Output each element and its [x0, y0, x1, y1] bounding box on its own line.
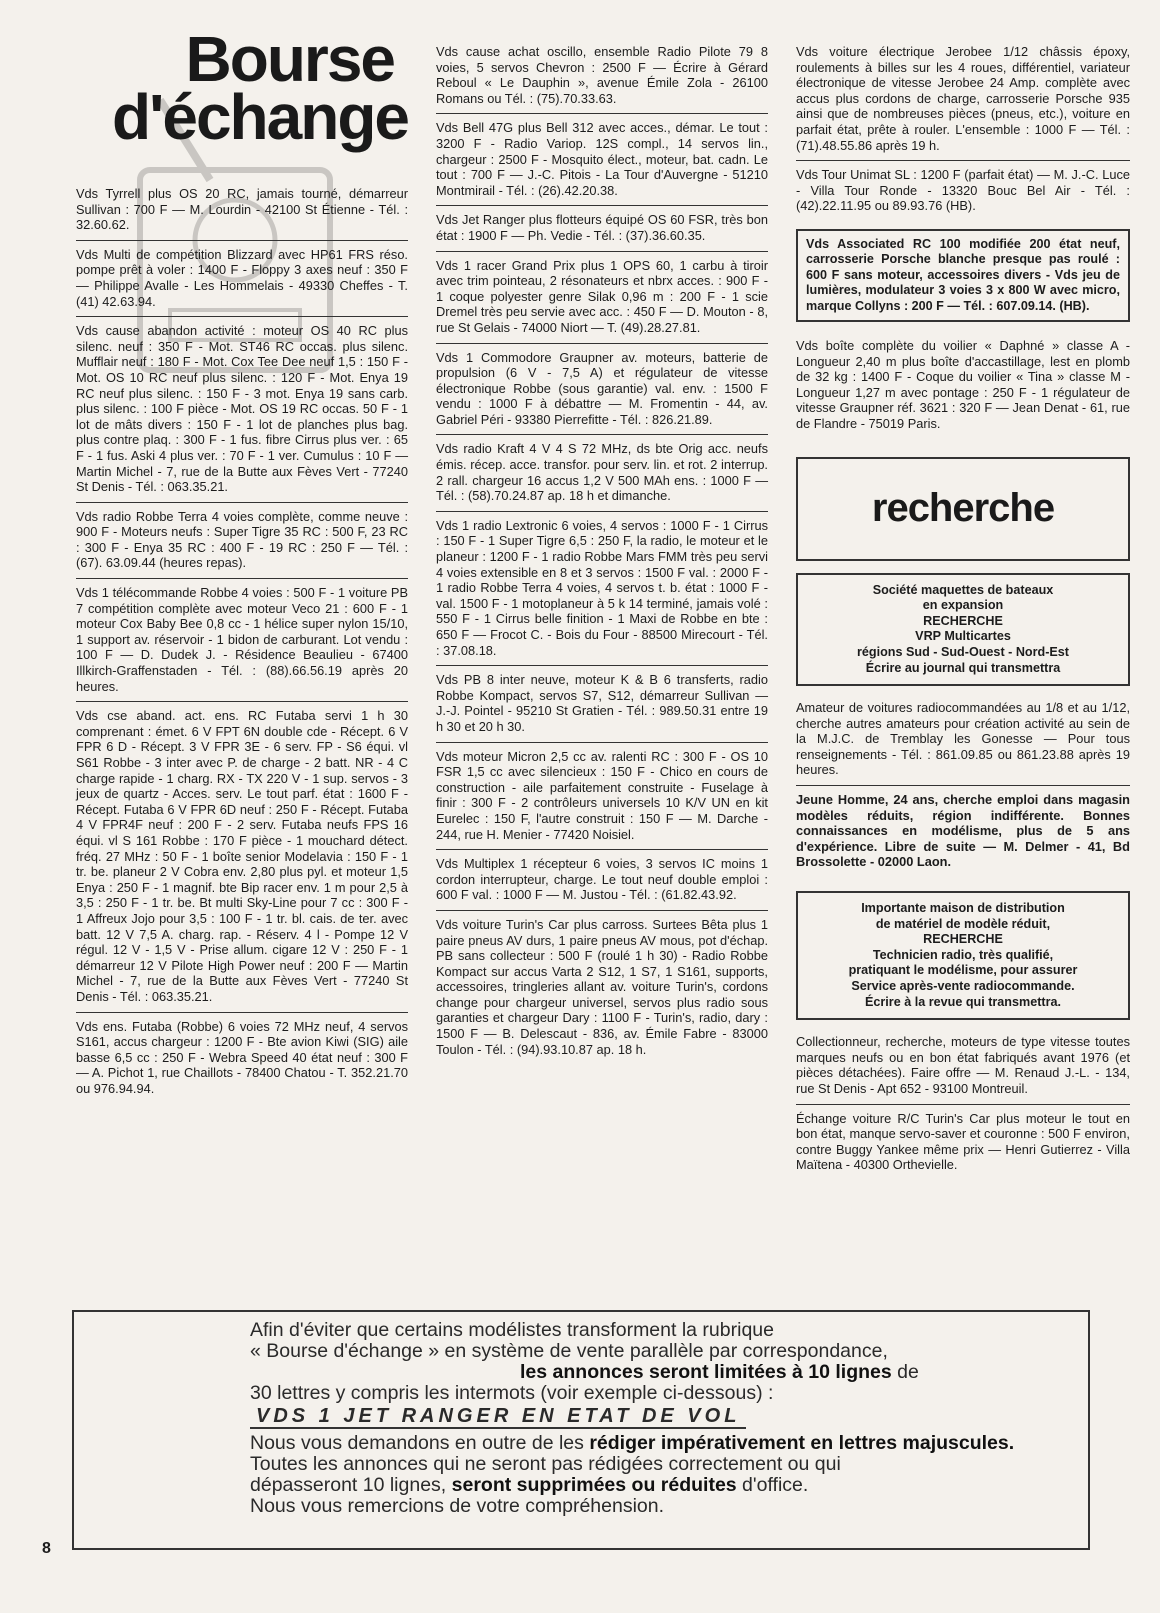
classified-ad: Vds 1 radio Lextronic 6 voies, 4 servos : 1000 F - 1 Cirrus : 150 F - 1 Super Tigre 6,5 : 250 F, la radio, le moteur et le planeur : 1200 F - 1 radio Robbe Mars FMM très peu servi 4 voies extensible en 8 et 3 servos : 1500 F val. : 2000 F - 1 radio Robbe Terra 4 voies, 4 servos t. b. état : 1000 F - val. 1500 F - 1 motoplaneur à 5 k 14 terminé, jamais volé : 550 F - 1 Cirrus belle finition - 1 Maxi de Robbe en bte : 650 F — Frocot C. - Bois du Four - 88500 Mirecourt - Tél. : 37.08.18. — [436, 512, 768, 666]
notice-text: d'office. — [736, 1474, 809, 1496]
box-line: régions Sud - Sud-Ouest - Nord-Est — [857, 644, 1069, 659]
notice-line: Nous vous remercions de votre compréhension. — [250, 1495, 665, 1517]
classified-ad: Vds voiture Turin's Car plus carross. Surtees Bêta plus 1 paire pneus AV durs, 1 paire pneus AV mous, pot d'échap. PB sans collecteur : 500 F (roulé 1 h 30) - Radio Robbe Kompact sur accus Varta 2 S12, 1 S7, 1 S161, supports, accessoires, tringleries allant av. voiture Turin's, cordons change pour chargeur universel, servos plus radio sous garanties et chargeur Dary : 1100 F - Turin's, radio, dary : 1500 F — B. Delescaut - 836, av. Émile Fabre - 83000 Toulon - Tél. : (94).93.10.87 ap. 18 h. — [436, 916, 768, 1057]
title-line-2: d'échange — [112, 81, 408, 153]
classified-ad: Vds cause achat oscillo, ensemble Radio Pilote 79 8 voies, 5 servos Chevron : 2500 F — Écrire à Gérard Reboul « Le Dauphin », avenue Émile Zola - 26100 Romans ou Tél. : (75).70.33.63. — [436, 38, 768, 114]
notice-text: Nous vous demandons en outre de les — [250, 1432, 590, 1454]
notice-line — [250, 1433, 1088, 1454]
recherche-heading: recherche — [871, 486, 1055, 531]
page-title — [76, 23, 408, 180]
classified-ad: Vds Jet Ranger plus flotteurs équipé OS 60 FSR, très bon état : 1900 F — Ph. Vedie - Tél. : (37).36.60.35. — [436, 206, 768, 251]
notice-line — [250, 1362, 1088, 1383]
classified-ad: Vds 1 télécommande Robbe 4 voies : 500 F - 1 voiture PB 7 compétition complète avec moteur Veco 21 : 600 F - 1 moteur Cox Baby Bee 0,8 cc - 1 hélice super nylon 15/10, 1 support av. réservoir - 1 bidon de carburant. Lot vendu : 100 F — D. Dudek J. - Résidence Beaulieu - 67400 Illkirch-Graffenstaden - Tél. : (88).66.56.19 après 20 heures. — [76, 579, 408, 702]
example-ad-line: VDS 1 JET RANGER EN ETAT DE VOL — [250, 1406, 746, 1429]
classified-ad: Vds radio Kraft 4 V 4 S 72 MHz, ds bte Orig acc. neufs émis. récep. acce. transfor. pour serv. lin. et rot. 2 interrup. 2 rall. chargeur 16 accus 1,2 V 500 MAh ens. : 1000 F — Tél. : (58).70.24.87 ap. 18 h et dimanche. — [436, 435, 768, 511]
column-left — [76, 23, 408, 1103]
box-line: RECHERCHE — [923, 932, 1003, 947]
classified-ad: Jeune Homme, 24 ans, cherche emploi dans magasin modèles réduits, région indifférente. Bonnes connaissances en modélisme, plus de 5 ans d'expérience. Libre de suite — M. Delmer - 41, Bd Brossolette - 02000 Laon. — [796, 792, 1130, 870]
classified-ad: Amateur de voitures radiocommandées au 1/8 et au 1/12, cherche autres amateurs pour création activité au sein de la M.J.C. de Tremblay les Gonesse — Pour tous renseignements - Tél. : 861.09.85 ou 861.23.88 après 19 heures. — [796, 694, 1130, 786]
classified-ad: Collectionneur, recherche, moteurs de type vitesse toutes marques neufs ou en bon état fabriqués avant 1976 (et pièces détachées). Faire offre — M. Renaud J.-L. - 134, rue St Denis - Apt 652 - 93100 Montreuil. — [796, 1028, 1130, 1104]
classified-ad: Vds Multi de compétition Blizzard avec HP61 FRS réso. pompe prêt à voler : 1400 F - Floppy 3 axes neuf : 350 F — Philippe Avalle - Les Hommelais - 49330 Cheffes - T. (41) 42.63.94. — [76, 241, 408, 317]
box-line: pratiquant le modélisme, pour assurer — [848, 963, 1078, 978]
notice-text: dépasseront 10 lignes, — [250, 1474, 452, 1496]
notice-line: Afin d'éviter que certains modélistes transforment la rubrique — [250, 1319, 774, 1341]
notice-line: 30 lettres y compris les intermots (voir exemple ci-dessous) : — [250, 1382, 774, 1404]
notice-line — [250, 1475, 1088, 1496]
column-middle — [436, 38, 768, 1064]
box-line: VRP Multicartes — [915, 629, 1011, 644]
notice-line: « Bourse d'échange » en système de vente parallèle par correspondance, — [250, 1340, 888, 1362]
recherche-section-header — [796, 457, 1130, 561]
classified-ad: Vds Bell 47G plus Bell 312 avec acces., démar. Le tout : 3200 F - Radio Variop. 12S compl., 14 servos lin., chargeur : 2500 F - Mosquito élect., moteur, bat. cadn. Le tout : 700 F — J.-C. Pitois - La Tour d'Auvergne - 51210 Montmirail - Tél. : (26).42.20.38. — [436, 114, 768, 206]
classified-ad: Vds 1 racer Grand Prix plus 1 OPS 60, 1 carbu à tiroir avec trim pointeau, 2 résonateurs et nbrx acces. : 900 F - 1 coque polyester genre Silak 0,96 m : 200 F - 1 scie Dremel très peu servie avec acc. : 450 F — D. Mouton - 8, rue St Gelais - 74000 Niort — T. (49).28.27.81. — [436, 252, 768, 344]
boxed-classified-ad: Vds Associated RC 100 modifiée 200 état neuf, carrosserie Porsche blanche presque pas roulé : 600 F sans moteur, accessoires divers - Vds jeu de lumières, modulateur 3 voies 3 x 800 W avec micro, marque Collyns : 200 F — Tél. : 607.09.14. (HB). — [796, 229, 1130, 322]
box-line: Technicien radio, très qualifié, — [872, 947, 1054, 962]
notice-line: Toutes les annonces qui ne seront pas rédigées correctement ou qui — [250, 1453, 841, 1475]
notice-emphasis: rédiger impérativement en lettres majuscules. — [589, 1432, 1015, 1454]
classified-ad: Vds Tour Unimat SL : 1200 F (parfait état) — M. J.-C. Luce - Villa Tour Ronde - 13320 Bouc Bel Air - Tél. : (42).22.11.95 ou 89.93.76 (HB). — [796, 167, 1130, 214]
classified-ad: Vds PB 8 inter neuve, moteur K & B 6 transferts, radio Robbe Kompact, servos S7, S12, démarreur Sullivan — J.-J. Pointel - 95210 St Gratien - Tél. : 989.50.31 entre 19 h 30 et 20 h 30. — [436, 666, 768, 742]
box-line: de matériel de modèle réduit, — [875, 916, 1051, 931]
box-line: en expansion — [922, 598, 1004, 613]
classified-ad: Vds moteur Micron 2,5 cc av. ralenti RC : 300 F - OS 10 FSR 1,5 cc avec silencieux : 150 F - Chico en cours de construction - aile parfaitement construite - Fuselage à finir : 300 F - 2 contrôleurs universels 10 K/V UN en kit Eurelec : 150 F, l'autre construit : 150 F — M. Darche - 244, rue H. Menier - 77420 Noisiel. — [436, 743, 768, 851]
classified-ad: Vds 1 Commodore Graupner av. moteurs, batterie de propulsion (6 V - 7,5 A) et régulateur de vitesse électronique Robbe (sous garantie) val. env. : 1500 F vendu : 1000 F à débattre — M. Fromentin - 44, av. Gabriel Péri - 93380 Pierrefitte - Tél. : 826.21.89. — [436, 344, 768, 436]
classified-ad: Vds cse aband. act. ens. RC Futaba servi 1 h 30 comprenant : émet. 6 V FPT 6N double cde - Récept. 6 V FPR 6 D - Récept. 3 V FPR 3E - 6 serv. FP - S6 équi. vl S61 Robbe - 3 inter avec P. de charge - 2 batt. NR - 4 C charge rapide - 1 charg. RX - TX 220 V - 1 sup. servos - 3 jeux de quartz - Acces. serv. Le tout parf. état : 1600 F - Récept. Futaba 6 V FPR 6D neuf : 250 F - Récept. Futaba 4 V FPR4F neuf : 200 F - 2 serv. Futaba neufs FPS 16 équi. vl S 161 Robbe : 170 F pièce - 1 mouchard détect. fréq. 27 MHz : 50 F - 1 boîte senior Modelavia : 150 F - 1 tr. be. planeur 2 V Cobra env. 2,80 plus pyl. et moteur 1,5 Enya : 250 F - 1 magnif. bte Bip racer env. 1 m pour 2,5 à 3,5 : 250 F - 1 tr. be. Bt multi Sky-Line pour 7 cc : 300 F - 1 Affreux Jojo pour 3,5 : 100 F - 1 tr. bl. cais. de ter. avec batt. 12 V 7,5 A. charg. rap. - Réserv. 4 l - Pompe 12 V régul. 12 V - 1,5 V - Prise allum. cigare 12 V : 250 F - 1 démarreur 12 V Pilote High Power neuf : 200 F — Martin Michel - 7, rue de la Butte aux Fèves Vert - 77240 St Denis - Tél. : 063.35.21. — [76, 702, 408, 1012]
notice-emphasis: les annonces seront limitées à 10 lignes — [520, 1361, 892, 1383]
notice-text: de — [891, 1361, 919, 1383]
classified-ad: Vds ens. Futaba (Robbe) 6 voies 72 MHz neuf, 4 servos S161, accus chargeur : 1200 F - Bte avion Kiwi (SIG) aile basse 6,5 cc : 250 F - Webra Speed 40 état neuf : 300 F — A. Pichot 1, rue Chaillots - 78400 Chatou - T. 352.21.70 ou 976.94.94. — [76, 1018, 408, 1096]
job-offer-box — [796, 573, 1130, 687]
box-line: Société maquettes de bateaux — [872, 582, 1054, 597]
notice-emphasis: seront supprimées ou réduites — [451, 1474, 737, 1496]
box-line: Importante maison de distribution — [861, 901, 1065, 916]
box-line: Service après-vente radiocommande. — [851, 979, 1075, 993]
column-right — [796, 38, 1130, 1180]
classified-ad: Vds radio Robbe Terra 4 voies complète, comme neuve : 900 F - Moteurs neufs : Super Tigre 35 RC : 500 F, 23 RC : 300 F - Enya 35 RC : 400 F - 19 RC : 250 F — Tél. : (67). 63.09.44 (heures repas). — [76, 503, 408, 579]
box-line: Écrire au journal qui transmettra — [865, 660, 1061, 675]
classified-ad: Vds Multiplex 1 récepteur 6 voies, 3 servos IC moins 1 cordon interrupteur, charge. Le tout neuf double emploi : 600 F val. : 1000 F — M. Justou - Tél. : (61.82.43.92. — [436, 850, 768, 911]
classified-ad: Vds voiture électrique Jerobee 1/12 châssis époxy, roulements à billes sur les 4 roues, différentiel, variateur électronique de vitesse Jerobee 24 Amp. complète avec accus plus cordons de charge, carrosserie Porsche 935 ainsi que de nombreuses pièces (pneus, etc.), voiture en parfait état, prête à rouler. L'ensemble : 1000 F — Tél. : (71).48.55.86 après 19 h. — [796, 38, 1130, 161]
classified-ad: Vds boîte complète du voilier « Daphné » classe A - Longueur 2,40 m plus boîte d'accastillage, lest en plomb de 32 kg : 1400 F - Coque du voilier « Tina » classe M - Longueur 1,27 m avec pontage : 250 F - 1 régulateur de vitesse Graupner réf. 3621 : 320 F — Jean Denat - 61, rue de Flandre - 75019 Paris. — [796, 337, 1130, 431]
title-line-1: Bourse — [185, 23, 394, 95]
box-line: RECHERCHE — [923, 613, 1003, 628]
editorial-notice-box — [72, 1310, 1090, 1550]
job-offer-box — [796, 891, 1130, 1020]
box-line: Écrire à la revue qui transmettra. — [865, 994, 1061, 1009]
classified-ad: Vds Tyrrell plus OS 20 RC, jamais tourné, démarreur Sullivan : 700 F — M. Lourdin - 42100 St Étienne - Tél. : 32.60.62. — [76, 180, 408, 241]
page-number: 8 — [42, 1540, 51, 1557]
classified-ad: Vds cause abandon activité : moteur OS 40 RC plus silenc. neuf : 350 F - Mot. ST46 RC occas. plus silenc. Mufflair neuf : 180 F - Mot. Cox Tee Dee neuf 1,5 : 150 F - Mot. OS 10 RC neuf plus silenc. : 120 F - Mot. Enya 19 RC neuf plus silenc. : 150 F - 3 mot. Enya 19 sans carb. plus silenc. : 100 F pièce - Mot. OS 19 RC occas. 50 F - 1 lot de mâts divers : 150 F - 1 lot de planches plus bag. plus contre plaq. : 300 F - 1 fus. fibre Cirrus plus ver. : 65 F - 1 fus. Aski 4 plus ver. : 70 F - 1 ver. Cumulus : 10 F — Martin Michel - 7, rue de la Butte aux Fèves Vert - 77240 St Denis - Tél. : 063.35.21. — [76, 317, 408, 503]
classified-ad: Échange voiture R/C Turin's Car plus moteur le tout en bon état, manque servo-saver et couronne : 500 F environ, contre Buggy Yankee même prix — Henri Gutierrez - Villa Maïtena - 40300 Orthevielle. — [796, 1110, 1130, 1173]
